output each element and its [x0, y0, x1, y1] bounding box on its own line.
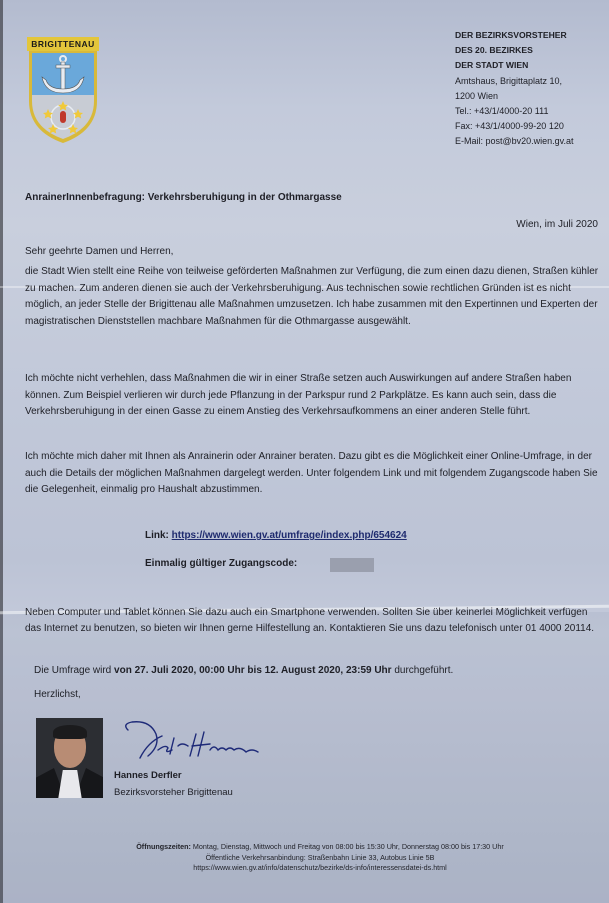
- sender-address-street: Amtshaus, Brigittaplatz 10,: [455, 75, 563, 86]
- signer-title: Bezirksvorsteher Brigittenau: [114, 787, 233, 798]
- survey-link-row: [145, 530, 407, 541]
- handwritten-signature: [118, 716, 268, 762]
- survey-period-prefix: Die Umfrage wird: [34, 665, 115, 676]
- paragraph-survey: Ich möchte mich daher mit Ihnen als Anrainerin oder Anrainer beraten. Dazu gibt es die Möglichkeit einer Online-Umfrage, in der auch die Details der möglichen Maßnahmen dargelegt werden. Unter folgendem Link und mit folgendem Zugangscode haben Sie die Gelegenheit, einmalig pro Haushalt abzustimmen.: [25, 451, 598, 495]
- survey-period-suffix: durchgeführt.: [391, 665, 454, 676]
- survey-period-dates: von 27. Juli 2020, 00:00 Uhr bis 12. August 2020, 23:59 Uhr: [114, 665, 392, 676]
- access-code-label: Einmalig gültiger Zugangscode:: [145, 558, 298, 569]
- paragraph-devices: Neben Computer und Tablet können Sie dazu auch ein Smartphone verwenden. Sollten Sie über keinerlei Möglichkeit verfügen das Internet zu benutzen, so bieten wir Ihnen gerne Hilfestellung an. Kontaktieren Sie uns dazu telefonisch unter 01 4000 20114.: [25, 607, 595, 634]
- opening-hours-label: Öffnungszeiten:: [136, 842, 191, 851]
- paragraph-impact: Ich möchte nicht verhehlen, dass Maßnahmen die wir in einer Straße setzen auch Auswirkungen auf andere Straßen haben können. Zum Beispiel verlieren wir durch jede Pflanzung in der Parkspur rund 2 Parkplätze. Es kann auch sein, dass die Verkehrsberuhigung in der einen Gasse zu einem Anstieg des Verkehrsaufkommens an einer anderen Stelle führt.: [25, 373, 572, 417]
- letter-date: Wien, im Juli 2020: [516, 219, 598, 230]
- sender-title-1: DER BEZIRKSVORSTEHER: [455, 30, 567, 40]
- anchor-crest-icon: [25, 49, 101, 145]
- crest-banner: BRIGITTENAU: [27, 37, 99, 51]
- survey-period: [34, 665, 453, 676]
- sender-phone: Tel.: +43/1/4000-20 111: [455, 106, 549, 117]
- signer-portrait: [36, 718, 103, 798]
- sender-email: E-Mail: post@bv20.wien.gv.at: [455, 136, 574, 147]
- access-code-redacted: [330, 558, 374, 572]
- sender-block: [455, 28, 574, 150]
- district-coat-of-arms: [25, 37, 101, 145]
- sender-address-city: 1200 Wien: [455, 90, 499, 101]
- letter-salutation: Sehr geehrte Damen und Herren,: [25, 246, 174, 257]
- sender-fax: Fax: +43/1/4000-99-20 120: [455, 121, 564, 132]
- opening-hours-text: Montag, Dienstag, Mittwoch und Freitag von 08:00 bis 15:30 Uhr, Donnerstag 08:00 bis 17:30 Uhr: [190, 842, 504, 851]
- opening-hours: [100, 842, 540, 853]
- survey-link[interactable]: https://www.wien.gv.at/umfrage/index.php/654624: [171, 530, 407, 541]
- sender-title-3: DER STADT WIEN: [455, 60, 529, 71]
- signer-name: Hannes Derfler: [114, 770, 182, 781]
- link-label: Link:: [145, 530, 169, 541]
- paragraph-intro: die Stadt Wien stellt eine Reihe von teilweise geförderten Maßnahmen zur Verfügung, die zum einen dazu dienen, Straßen kühler zu machen. Zum anderen dienen sie auch der Verkehrsberuhigung. Aus technischen sowie rechtlichen Gründen ist es nicht möglich, an jeder Stelle der Brigittenau alle Maßnahmen umzusetzen. Ich habe zusammen mit den Expertinnen und Experten der magistratischen Dienststellen machbare Maßnahmen für die Othmargasse ausgewählt.: [25, 266, 599, 327]
- letter-closing: Herzlichst,: [34, 689, 81, 700]
- transit-info: Öffentliche Verkehrsanbindung: Straßenbahn Linie 33, Autobus Linie 5B: [205, 852, 435, 862]
- sender-title-2: DES 20. BEZIRKES: [455, 45, 533, 56]
- privacy-link[interactable]: https://www.wien.gv.at/info/datenschutz/bezirke/ds-info/interessensdatei-ds.html: [193, 863, 447, 872]
- letter-subject: AnrainerInnenbefragung: Verkehrsberuhigung in der Othmargasse: [25, 192, 342, 203]
- letter-footer: [100, 842, 540, 874]
